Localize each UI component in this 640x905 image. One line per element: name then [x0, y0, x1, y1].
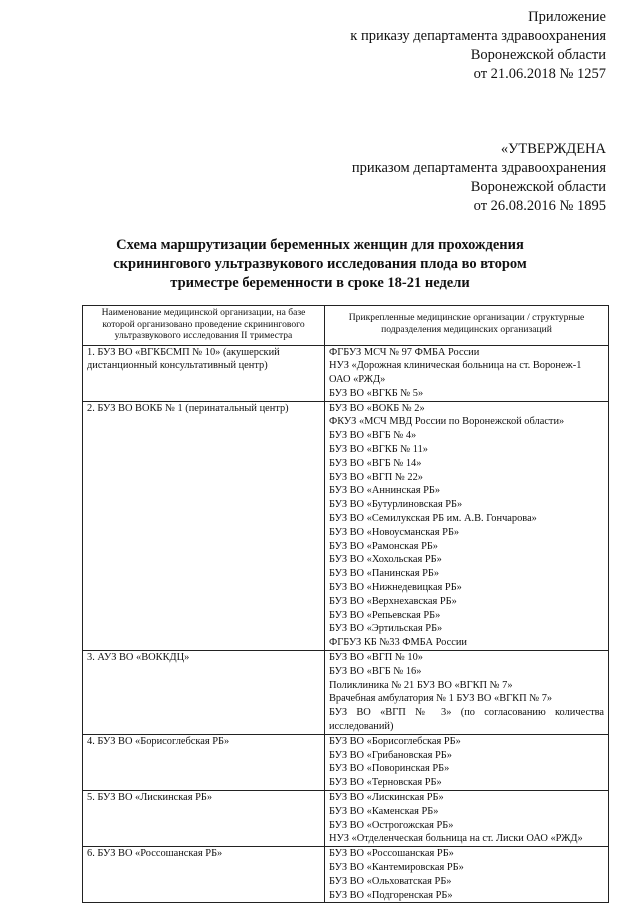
attached-organization: ФКУЗ «МСЧ МВД России по Воронежской области» — [329, 416, 565, 428]
attached-organization: БУЗ ВО «Грибановская РБ» — [329, 749, 452, 761]
base-organization-cell — [83, 401, 325, 650]
attached-organization: БУЗ ВО «ВГП № 3» (по согласованию количества исследований) — [329, 707, 604, 733]
base-organization-cell — [83, 734, 325, 790]
table-row — [83, 734, 609, 790]
attached-organization: БУЗ ВО «ВГБ № 16» — [329, 665, 422, 677]
attached-organizations-cell — [325, 734, 609, 790]
attached-organization: БУЗ ВО «Ольховатская РБ» — [329, 875, 452, 887]
attached-organization: БУЗ ВО «Россошанская РБ» — [329, 848, 454, 860]
attached-organization: БУЗ ВО «Верхнехавская РБ» — [329, 595, 457, 607]
attached-organization: Поликлиника № 21 БУЗ ВО «ВГКП № 7» — [329, 679, 513, 691]
attached-organization: БУЗ ВО «Рамонская РБ» — [329, 540, 439, 552]
attached-organization: БУЗ ВО «Кантемировская РБ» — [329, 861, 464, 873]
approved-header — [352, 140, 606, 216]
attached-organization: БУЗ ВО «ВГП № 10» — [329, 652, 423, 664]
approved-header-line: от 26.08.2016 № 1895 — [473, 198, 606, 214]
attached-organization: БУЗ ВО «Лискинская РБ» — [329, 792, 444, 803]
base-organization: 6. БУЗ ВО «Россошанская РБ» — [87, 848, 223, 860]
approved-header-line: «УТВЕРЖДЕНА — [500, 141, 606, 157]
attached-organization: БУЗ ВО «Хохольская РБ» — [329, 554, 442, 566]
attached-organization: БУЗ ВО «ВГБ № 4» — [329, 430, 417, 442]
attached-organization: ФГБУЗ КБ №33 ФМБА России — [329, 637, 467, 649]
attached-organization: БУЗ ВО «Аннинская РБ» — [329, 485, 441, 497]
attached-organization: БУЗ ВО «ВГБ № 14» — [329, 457, 422, 469]
attached-organization: ФГБУЗ МСЧ № 97 ФМБА России — [329, 346, 480, 358]
attached-organizations-cell — [325, 847, 609, 903]
base-organization: 3. АУЗ ВО «ВОККДЦ» — [87, 652, 190, 664]
document-title — [0, 236, 640, 293]
approved-header-line: Воронежской области — [470, 179, 606, 195]
attached-organization: БУЗ ВО «Панинская РБ» — [329, 568, 440, 580]
attached-organizations-cell — [325, 791, 609, 847]
attached-organization: БУЗ ВО «Каменская РБ» — [329, 805, 439, 817]
attached-organizations-cell — [325, 345, 609, 401]
annex-header-line: Приложение — [528, 9, 606, 25]
base-organization-cell — [83, 345, 325, 401]
base-organization: 1. БУЗ ВО «ВГКБСМП № 10» (акушерский дистанционный консультативный центр) — [87, 346, 280, 372]
attached-organization: БУЗ ВО «Семилукская РБ им. А.В. Гончарова» — [329, 513, 537, 525]
annex-header-line: от 21.06.2018 № 1257 — [473, 66, 606, 82]
attached-organization: БУЗ ВО «ВОКБ № 2» — [329, 402, 425, 414]
base-organization: 4. БУЗ ВО «Борисоглебская РБ» — [87, 735, 230, 747]
base-organization-cell — [83, 651, 325, 735]
table-row — [83, 345, 609, 401]
attached-organization: БУЗ ВО «Острогожская РБ» — [329, 819, 454, 831]
annex-header-line: Воронежской области — [470, 47, 606, 63]
attached-organization: БУЗ ВО «Борисоглебская РБ» — [329, 735, 461, 747]
attached-organization: БУЗ ВО «Поворинская РБ» — [329, 763, 450, 775]
document-title-line: Схема маршрутизации беременных женщин для прохождения — [116, 237, 524, 253]
table-row — [83, 651, 609, 735]
attached-organization: БУЗ ВО «Нижнедевицкая РБ» — [329, 582, 462, 594]
annex-header-line: к приказу департамента здравоохранения — [350, 28, 606, 44]
approved-header-line: приказом департамента здравоохранения — [351, 160, 606, 176]
column-header-attached-organizations: Прикрепленные медицинские организации / структурные подразделения медицинских организаций — [325, 306, 609, 346]
routing-table — [82, 305, 609, 903]
attached-organizations-cell — [325, 401, 609, 650]
table-row — [83, 401, 609, 650]
attached-organization: БУЗ ВО «ВГКБ № 11» — [329, 444, 428, 456]
attached-organization: БУЗ ВО «Бутурлиновская РБ» — [329, 499, 463, 511]
attached-organization: НУЗ «Отделенческая больница на ст. Лиски ОАО «РЖД» — [329, 833, 583, 845]
attached-organization: БУЗ ВО «ВГКБ № 5» — [329, 387, 424, 399]
attached-organization: БУЗ ВО «Подгоренская РБ» — [329, 889, 453, 901]
document-title-line: триместре беременности в сроке 18-21 недели — [170, 275, 470, 291]
attached-organization: Врачебная амбулатория № 1 БУЗ ВО «ВГКП № 7» — [329, 693, 553, 705]
table-row — [83, 791, 609, 847]
attached-organizations-cell — [325, 651, 609, 735]
base-organization: 2. БУЗ ВО ВОКБ № 1 (перинатальный центр) — [87, 402, 289, 414]
table-header-row — [83, 306, 609, 346]
base-organization-cell — [83, 791, 325, 847]
column-header-base-organization: Наименование медицинской организации, на базе которой организовано проведение скринингового ультразвукового исследования II триместра — [83, 306, 325, 346]
attached-organization: НУЗ «Дорожная клиническая больница на ст. Воронеж-1 ОАО «РЖД» — [329, 360, 582, 386]
attached-organization: БУЗ ВО «ВГП № 22» — [329, 471, 423, 483]
document-title-line: скринингового ультразвукового исследования плода во втором — [113, 256, 527, 272]
attached-organization: БУЗ ВО «Новоусманская РБ» — [329, 526, 460, 538]
attached-organization: БУЗ ВО «Репьевская РБ» — [329, 609, 441, 621]
attached-organization: БУЗ ВО «Терновская РБ» — [329, 777, 442, 789]
base-organization: 5. БУЗ ВО «Лискинская РБ» — [87, 792, 213, 803]
annex-header — [350, 8, 606, 84]
base-organization-cell — [83, 847, 325, 903]
attached-organization: БУЗ ВО «Эртильская РБ» — [329, 623, 443, 635]
table-row — [83, 847, 609, 903]
